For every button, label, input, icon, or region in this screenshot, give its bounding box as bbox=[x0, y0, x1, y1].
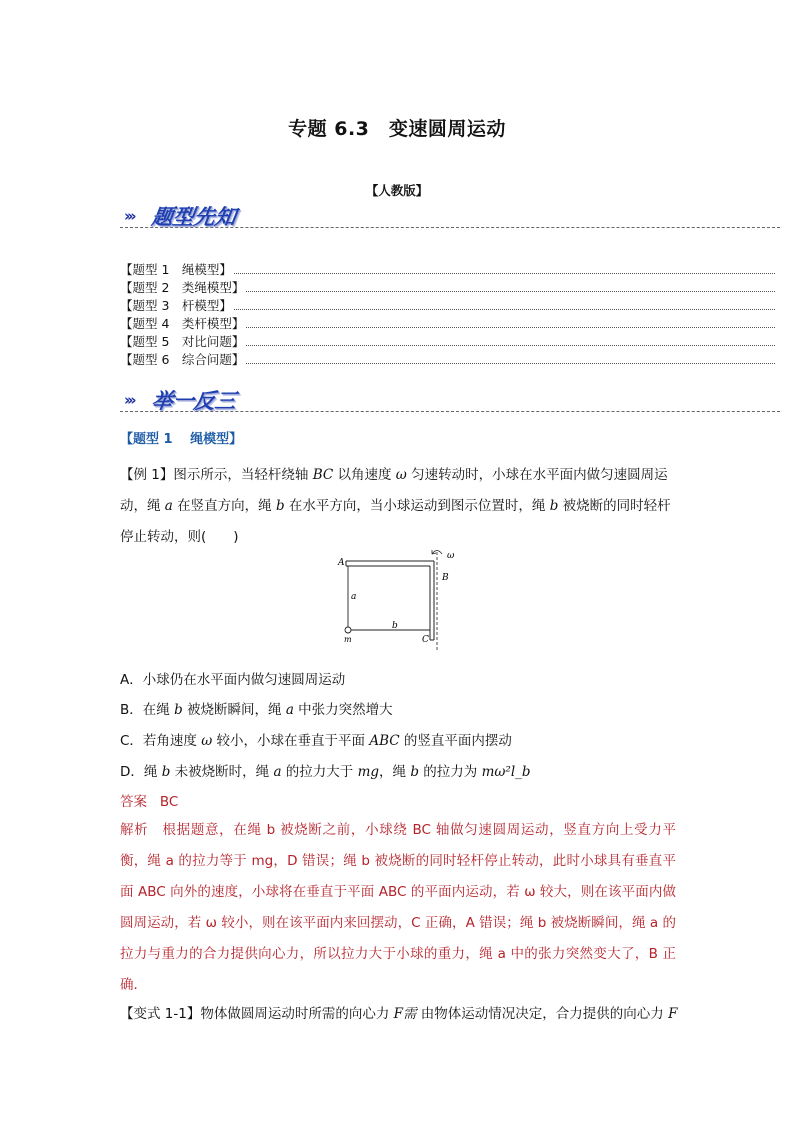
toc-item-label: 【题型 3 杆模型】 bbox=[120, 298, 232, 313]
banner-overview-text: 题型先知 bbox=[150, 205, 238, 229]
ball bbox=[345, 627, 351, 633]
option-c[interactable]: C．若角速度 ω 较小，小球在垂直于平面 ABC 的竖直平面内摆动 bbox=[120, 733, 512, 749]
toc-leader bbox=[234, 299, 775, 310]
toc-item-label: 【题型 2 类绳模型】 bbox=[120, 280, 245, 295]
label-omega: ω bbox=[447, 551, 455, 561]
banner-divider bbox=[120, 411, 780, 412]
analysis-text: 根据题意，在绳 b 被烧断之前，小球绕 BC 轴做匀速圆周运动，竖直方向上受力平衡，绳 a 的拉力等于 mg，D 错误；绳 b 被烧断的同时轻杆停止转动，此时小球具有垂直平面 ABC 向外的速度，小球将在垂直于平面 ABC 的平面内运动，若 ω 较大，则在该平面内做圆周运动，若 ω 较小，则在该平面内来回摆动，C 正确，A 错误；绳 b 被烧断瞬间，绳 a 的拉力与重力的合力提供向心力，所以拉力大于小球的重力，绳 a 中的张力突然变大了，B 正确． bbox=[120, 822, 677, 993]
toc-item-label: 【题型 1 绳模型】 bbox=[120, 262, 232, 277]
label-B: B bbox=[442, 573, 449, 583]
label-a: a bbox=[351, 592, 357, 602]
label-A: A bbox=[338, 558, 345, 568]
answer-label: 答案 bbox=[120, 794, 147, 810]
banner-practice bbox=[120, 384, 780, 416]
toc-item-label: 【题型 4 类杆模型】 bbox=[120, 316, 245, 331]
section-heading: 【题型 1 绳模型】 bbox=[120, 432, 243, 447]
formula-tension-b: mω²l_b bbox=[481, 764, 531, 780]
analysis-paragraph bbox=[120, 815, 676, 1001]
answer-line bbox=[120, 790, 178, 810]
banner-overview bbox=[120, 200, 780, 232]
option-d[interactable]: D．绳 b 未被烧断时，绳 a 的拉力大于 mg，绳 b 的拉力为 mω²l_b bbox=[120, 764, 531, 780]
example-lead: 【例 1】 bbox=[120, 467, 174, 483]
toc-leader bbox=[234, 263, 775, 274]
banner-practice-text: 举一反三 bbox=[150, 389, 238, 413]
variant-lead: 【变式 1-1】 bbox=[120, 1006, 201, 1022]
edition-label: 【人教版】 bbox=[365, 183, 429, 198]
rod-rope-figure bbox=[336, 546, 464, 652]
example-question: 【例 1】图示所示，当轻杆绕轴 BC 以角速度 ω 匀速转动时，小球在水平面内做匀速圆周运动，绳 a 在竖直方向，绳 b 在水平方向，当小球运动到图示位置时，绳 b 被烧断的同时轻杆停止转动，则( ) bbox=[120, 467, 671, 545]
toc-item-label: 【题型 6 综合问题】 bbox=[120, 352, 245, 367]
label-m: m bbox=[344, 635, 352, 644]
option-a[interactable]: A．小球仍在水平面内做匀速圆周运动 bbox=[120, 672, 346, 688]
banner-arrows-icon: ››› bbox=[124, 207, 134, 225]
toc-leader bbox=[246, 353, 775, 364]
toc-item-1[interactable] bbox=[120, 260, 775, 278]
banner-arrows-icon: ››› bbox=[124, 391, 134, 409]
label-b: b bbox=[392, 621, 398, 631]
toc-item-3[interactable] bbox=[120, 296, 775, 314]
banner-divider bbox=[120, 227, 780, 228]
toc-item-5[interactable] bbox=[120, 332, 775, 350]
toc-item-label: 【题型 5 对比问题】 bbox=[120, 334, 245, 349]
toc-leader bbox=[246, 281, 775, 292]
toc-leader bbox=[246, 335, 775, 346]
toc-item-4[interactable] bbox=[120, 314, 775, 332]
label-C: C bbox=[422, 635, 429, 645]
toc-item-6[interactable] bbox=[120, 350, 775, 368]
variant-question: 【变式 1-1】物体做圆周运动时所需的向心力 F需 由物体运动情况决定，合力提供的向心力 F bbox=[120, 1006, 678, 1022]
page-title: 专题 6.3 变速圆周运动 bbox=[288, 118, 506, 140]
answer-value: BC bbox=[159, 794, 179, 810]
toc-list bbox=[120, 260, 775, 368]
option-b[interactable]: B．在绳 b 被烧断瞬间，绳 a 中张力突然增大 bbox=[120, 702, 393, 718]
analysis-label: 解析 bbox=[120, 822, 149, 838]
toc-leader bbox=[246, 317, 775, 328]
toc-item-2[interactable] bbox=[120, 278, 775, 296]
